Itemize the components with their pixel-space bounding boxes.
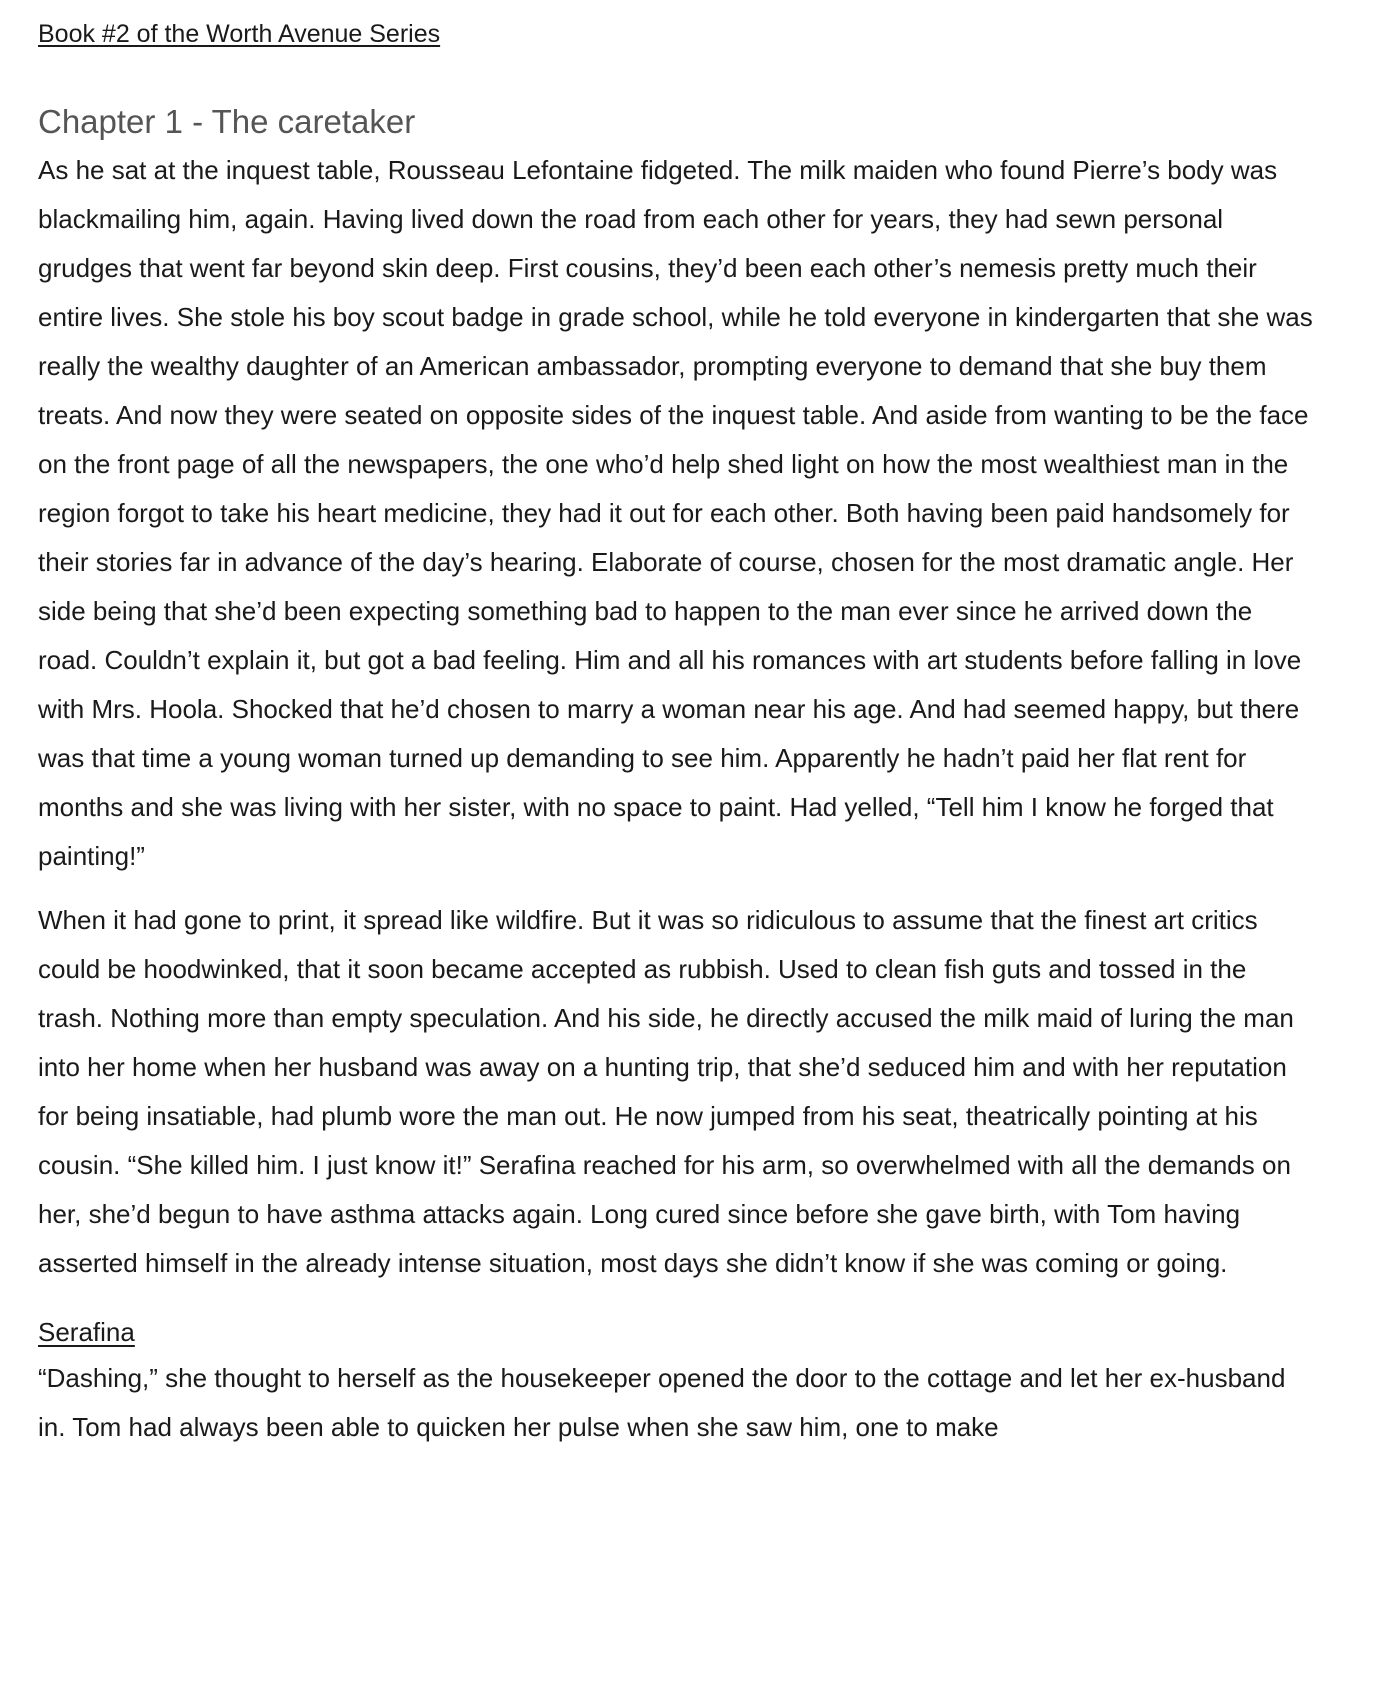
paragraph: As he sat at the inquest table, Rousseau Lefontaine fidgeted. The milk maiden who found Pierre’s body was blackmailing him, again. Having lived down the road from each other for years, they had sewn personal grudges that went far beyond skin deep. First cousins, they’d been each other’s nemesis pretty much their entire lives. She stole his boy scout badge in grade school, while he told everyone in kindergarten that she was really the wealthy daughter of an American ambassador, prompting everyone to demand that she buy them treats. And now they were seated on opposite sides of the inquest table. And aside from wanting to be the face on the front page of all the newspapers, the one who’d help shed light on how the most wealthiest man in the region forgot to take his heart medicine, they had it out for each other. Both having been paid handsomely for their stories far in advance of the day’s hearing. Elaborate of course, chosen for the most dramatic angle. Her side being that she’d been expecting something bad to happen to the man ever since he arrived down the road. Couldn’t explain it, but got a bad feeling. Him and all his romances with art students before falling in love with Mrs. Hoola. Shocked that he’d chosen to marry a woman near his age. And had seemed happy, but there was that time a young woman turned up demanding to see him. Apparently he hadn’t paid her flat rent for months and she was living with her sister, with no space to paint. Had yelled, “Tell him I know he forged that painting!” xyxy=(38,155,1313,871)
chapter-title: Chapter 1 - The caretaker xyxy=(38,103,416,140)
series-link[interactable]: Book #2 of the Worth Avenue Series xyxy=(38,20,441,48)
paragraph: “Dashing,” she thought to herself as the housekeeper opened the door to the cottage and let her ex-husband in. Tom had always been able to quicken her pulse when she saw him, one to make xyxy=(38,1363,1286,1442)
section-heading: Serafina xyxy=(38,1317,135,1347)
paragraph: When it had gone to print, it spread like wildfire. But it was so ridiculous to assume that the finest art critics could be hoodwinked, that it soon became accepted as rubbish. Used to clean fish guts and tossed in the trash. Nothing more than empty speculation. And his side, he directly accused the milk maid of luring the man into her home when her husband was away on a hunting trip, that she’d seduced him and with her reputation for being insatiable, had plumb wore the man out. He now jumped from his seat, theatrically pointing at his cousin. “She killed him. I just know it!” Serafina reached for his arm, so overwhelmed with all the demands on her, she’d begun to have asthma attacks again. Long cured since before she gave birth, with Tom having asserted himself in the already intense situation, most days she didn’t know if she was coming or going. xyxy=(38,905,1294,1278)
document-page xyxy=(38,14,1318,1452)
